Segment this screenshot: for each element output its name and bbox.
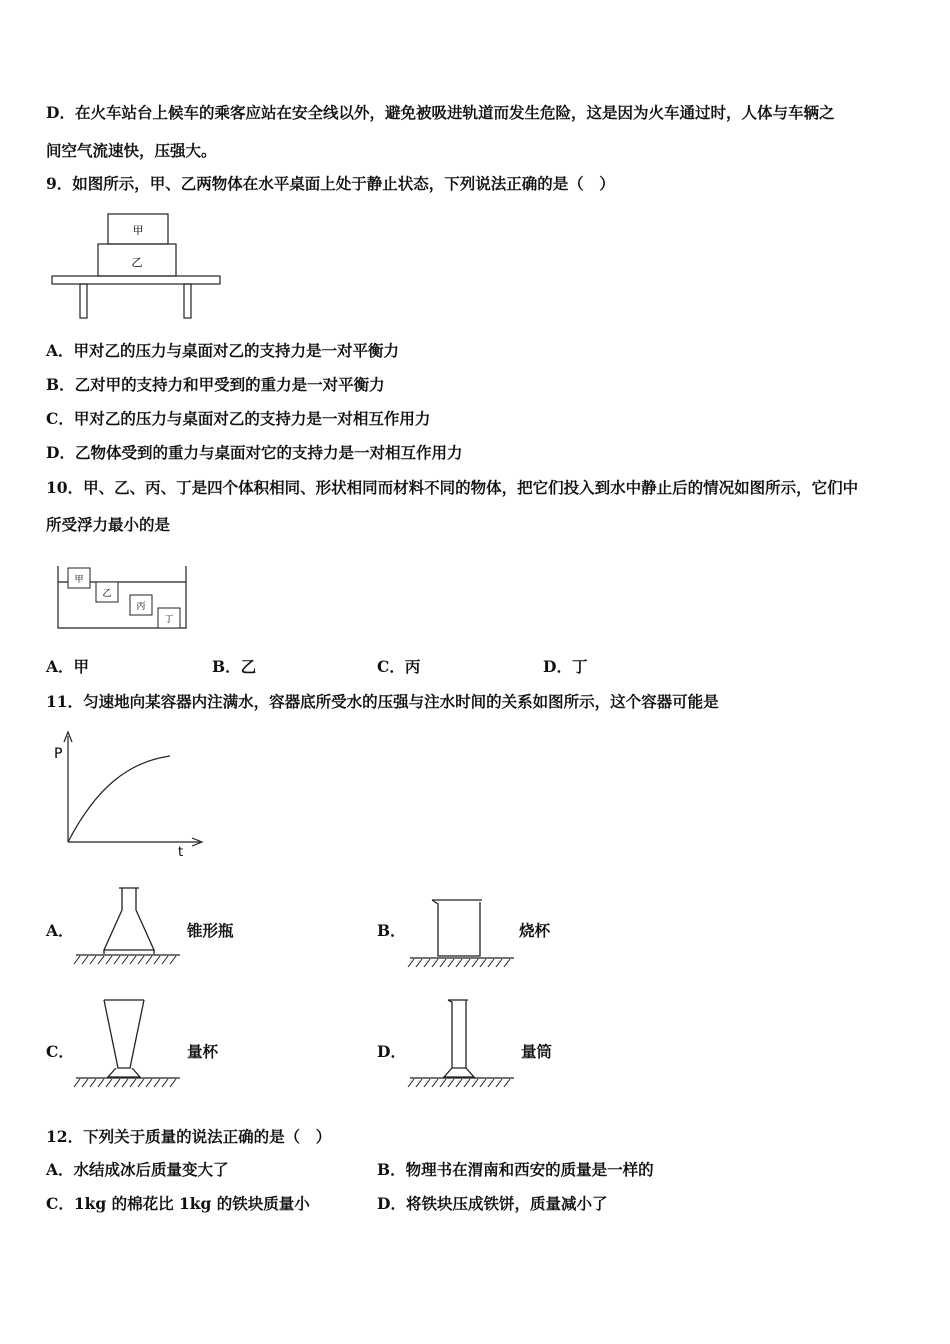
q11-stem: 11．匀速地向某容器内注满水，容器底所受水的压强与注水时间的关系如图所示，这个容器可能是 [46, 692, 719, 711]
q12-option-d: D．将铁块压成铁饼，质量减小了 [377, 1194, 608, 1213]
q10-stem-line2: 所受浮力最小的是 [46, 515, 171, 534]
q11-option-d-name: 量筒 [521, 1042, 553, 1061]
block-yi-label: 乙 [131, 256, 143, 269]
y-axis-label: P [54, 746, 63, 762]
q9-option-c: C．甲对乙的压力与桌面对乙的支持力是一对相互作用力 [46, 409, 431, 428]
graduated-cylinder-figure [408, 996, 518, 1088]
table-leg-right [184, 284, 191, 318]
q11-pressure-time-graph [48, 728, 213, 860]
q10-option-d: D．丁 [543, 657, 588, 676]
beaker-figure [408, 894, 518, 968]
beaker-outline [432, 900, 480, 956]
q12-option-b: B．物理书在渭南和西安的质量是一样的 [377, 1160, 654, 1179]
q9-option-d: D．乙物体受到的重力与桌面对它的支持力是一对相互作用力 [46, 443, 463, 462]
q9-option-b: B．乙对甲的支持力和甲受到的重力是一对平衡力 [46, 375, 385, 394]
table-top [52, 276, 220, 284]
q11-option-c-name: 量杯 [187, 1042, 219, 1061]
q9-stem: 9．如图所示，甲、乙两物体在水平桌面上处于静止状态，下列说法正确的是（ ） [46, 174, 615, 193]
q8-option-d-line1: D．在火车站台上候车的乘客应站在安全线以外，避免被吸进轨道而发生危险，这是因为火车通过时，人体与车辆之 [46, 103, 835, 122]
flask-outline [104, 888, 154, 950]
object-yi-label: 乙 [102, 589, 112, 599]
conical-flask-figure [74, 884, 184, 966]
table-leg-left [80, 284, 87, 318]
q12-option-c: C．1kg 的棉花比 1kg 的铁块质量小 [46, 1194, 310, 1213]
q9-figure-stacked-blocks [50, 210, 225, 320]
q10-option-a: A．甲 [46, 657, 90, 676]
measuring-cup-figure [74, 996, 184, 1088]
cup-outline [104, 1000, 144, 1068]
q10-option-b: B．乙 [212, 657, 257, 676]
q11-option-a-letter: A． [46, 921, 74, 940]
q10-figure-water-tank [55, 562, 190, 632]
object-bing-label: 丙 [136, 602, 146, 612]
q10-stem-line1: 10．甲、乙、丙、丁是四个体积相同、形状相同而材料不同的物体，把它们投入到水中静止后的情况如图所示，它们中 [46, 478, 859, 497]
pressure-curve [68, 756, 170, 842]
object-ding-label: 丁 [164, 615, 174, 625]
cylinder-base [444, 1068, 474, 1077]
object-jia-label: 甲 [74, 575, 84, 585]
q11-option-a-name: 锥形瓶 [187, 921, 234, 940]
q11-option-b-letter: B． [377, 921, 406, 940]
q11-option-d-letter: D． [377, 1042, 406, 1061]
cylinder-outline [448, 1000, 466, 1068]
q11-option-b-name: 烧杯 [519, 921, 551, 940]
q10-option-c: C．丙 [377, 657, 421, 676]
q12-option-a: A．水结成冰后质量变大了 [46, 1160, 229, 1179]
q12-stem: 12．下列关于质量的说法正确的是（ ） [46, 1127, 332, 1146]
q9-option-a: A．甲对乙的压力与桌面对乙的支持力是一对平衡力 [46, 341, 400, 360]
q11-option-c-letter: C． [46, 1042, 74, 1061]
x-axis-label: t [178, 845, 184, 860]
cup-base [108, 1068, 140, 1077]
block-jia-label: 甲 [132, 224, 144, 237]
q8-option-d-line2: 间空气流速快，压强大。 [46, 141, 217, 160]
